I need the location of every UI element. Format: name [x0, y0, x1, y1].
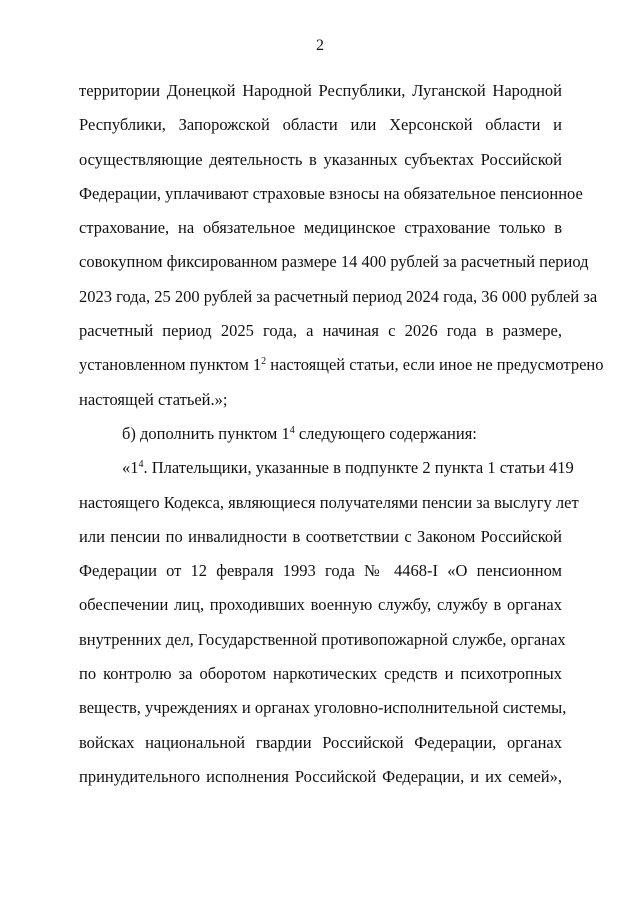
text-fragment: следующего содержания: [294, 423, 477, 443]
text-line: осуществляющие деятельность в указанных субъектах Российской [79, 149, 562, 169]
text-line: принудительного исполнения Российской Федерации, и их семей», [79, 766, 562, 786]
text-fragment: «1 [122, 458, 139, 478]
text-fragment: б) дополнить пунктом 1 [122, 423, 290, 443]
text-line: территории Донецкой Народной Республики, Луганской Народной [79, 81, 562, 100]
text-line: расчетный период 2025 года, а начиная с 2026 года в размере, [79, 321, 562, 341]
text-line [79, 348, 604, 382]
text-line: Республики, Запорожской области или Херсонской области и [79, 115, 562, 135]
text-line: по контролю за оборотом наркотических средств и психотропных [79, 664, 562, 684]
text-fragment: настоящей статьи, если иное не предусмотрено [266, 355, 604, 375]
text-line: войсках национальной гвардии Российской Федерации, органах [79, 732, 562, 752]
superscript-number: 4 [138, 459, 144, 471]
paragraph-clause-1-4 [79, 451, 579, 794]
text-line: веществ, учреждениях и органах уголовно-исполнительной системы, [79, 698, 567, 718]
text-fragment: установленном пунктом 1 [79, 355, 262, 375]
superscript-number: 4 [289, 424, 295, 436]
text-line: обеспечении лиц, проходивших военную службу, службу в органах [79, 595, 562, 615]
text-line: настоящего Кодекса, являющиеся получателями пенсии за выслугу лет [79, 492, 579, 512]
text-line: Федерации, уплачивают страховые взносы на обязательное пенсионное [79, 183, 583, 203]
text-line: 2023 года, 25 200 рублей за расчетный период 2024 года, 36 000 рублей за [79, 286, 598, 306]
text-line: страхование, на обязательное медицинское страхование только в [79, 218, 562, 238]
text-fragment: . Плательщики, указанные в подпункте 2 пункта 1 статьи 419 [143, 458, 574, 478]
text-line: или пенсии по инвалидности в соответствии с Законом Российской [79, 526, 562, 546]
text-line [79, 417, 562, 451]
superscript-number: 2 [261, 356, 267, 368]
text-line [79, 451, 574, 485]
text-line: совокупном фиксированном размере 14 400 рублей за расчетный период [79, 252, 589, 272]
text-line: внутренних дел, Государственной противопожарной службе, органах [79, 629, 566, 649]
paragraph-continuation [79, 74, 604, 417]
text-line: настоящей статьей.»; [79, 389, 228, 409]
page-number: 2 [316, 37, 324, 54]
document-body [79, 74, 604, 794]
paragraph-amendment-b [79, 417, 562, 451]
text-line: Федерации от 12 февраля 1993 года № 4468-I «О пенсионном [79, 561, 562, 581]
